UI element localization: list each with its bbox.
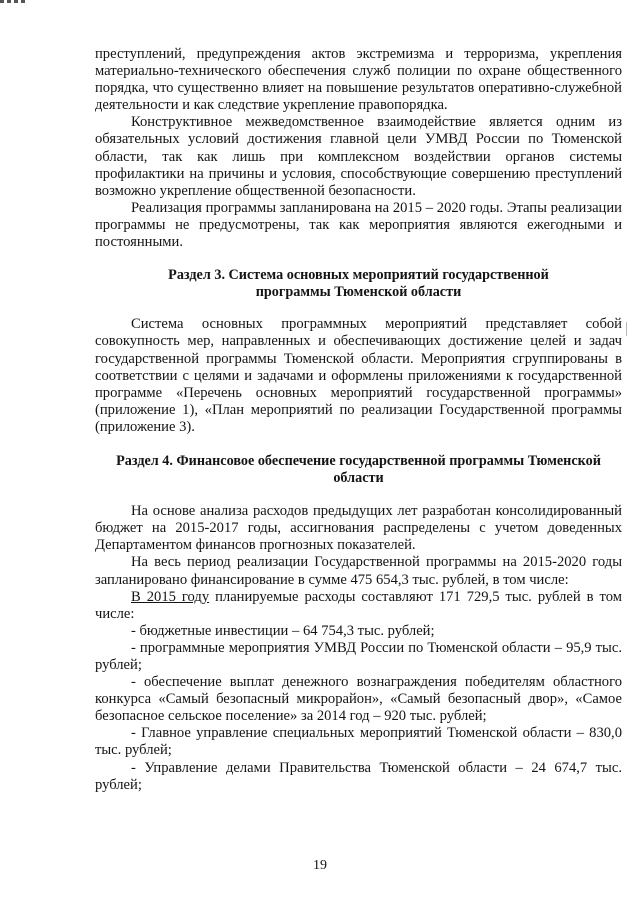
list-item: - обеспечение выплат денежного вознаграждения победителям областного конкурса «Самый безопасный микрорайон», «Самый безопасный двор», «Самое безопасное сельское поселение» за 2014 год – 920 тыс. рублей; (95, 674, 622, 725)
section-4-title-line-2: области (333, 470, 384, 487)
intro-paragraph-2: Конструктивное межведомственное взаимодействие является одним из обязательных условий достижения главной цели УМВД России по Тюменской области, так как лишь при комплексном воздействии органов системы профилактики на причины и условия, способствующие совершению преступлений возможно укрепление общественной безопасности. (95, 114, 622, 199)
page-number: 19 (313, 858, 327, 873)
section-3-heading (95, 267, 622, 301)
section-4-year-paragraph (95, 589, 622, 623)
intro-paragraph-3: Реализация программы запланирована на 2015 – 2020 годы. Этапы реализации программы не предусмотрены, так как мероприятия являются ежегодными и постоянными. (95, 199, 622, 251)
document-page (95, 46, 622, 794)
section-3-title-line-2: программы Тюменской области (255, 284, 462, 301)
section-3-paragraph: Система основных программных мероприятий представляет собой совокупность мер, направленных и обеспечивающих достижение целей и задач государственной программы Тюменской области. Мероприятия сгруппированы в соответствии с целями и задачами и оформлены приложениями к государственной программе «Перечень основных мероприятий государственной программы» (приложение 1), «План мероприятий по реализации Государственной программы (приложение 3). (95, 316, 622, 435)
section-4-paragraph-1: На основе анализа расходов предыдущих лет разработан консолидированный бюджет на 2015-2017 годы, ассигнования распределены с учетом доведенных Департаментом финансов прогнозных показателей. (95, 503, 622, 554)
list-item: - Главное управление специальных мероприятий Тюменской области – 830,0 тыс. рублей; (95, 725, 622, 759)
list-item: - программные мероприятия УМВД России по Тюменской области – 95,9 тыс. рублей; (95, 639, 622, 673)
list-item: - бюджетные инвестиции – 64 754,3 тыс. рублей; (131, 622, 435, 639)
section-4-heading (95, 453, 622, 487)
list-item: - Управление делами Правительства Тюменской области – 24 674,7 тыс. рублей; (95, 759, 622, 793)
section-4-paragraph-2: На весь период реализации Государственной программы на 2015-2020 годы запланировано финансирование в сумме 475 654,3 тыс. рублей, в том числе: (95, 554, 622, 588)
scan-line-artifact (626, 322, 627, 336)
section-4-title-line-1: Раздел 4. Финансовое обеспечение государственной программы Тюменской (116, 452, 601, 469)
section-3-title-line-1: Раздел 3. Система основных мероприятий государственной (168, 267, 549, 284)
intro-paragraph-1: преступлений, предупреждения актов экстремизма и терроризма, укрепления материально-технического обеспечения служб полиции по охране общественного порядка, что существенно влияет на повышение результатов оперативно-служебной деятельности и как следствие укрепление правопорядка. (95, 46, 622, 114)
scan-artifact (0, 0, 40, 8)
year-rest: планируемые расходы составляют 171 729,5 тыс. рублей в том числе: (95, 588, 622, 622)
year-underlined: В 2015 году (131, 588, 210, 605)
